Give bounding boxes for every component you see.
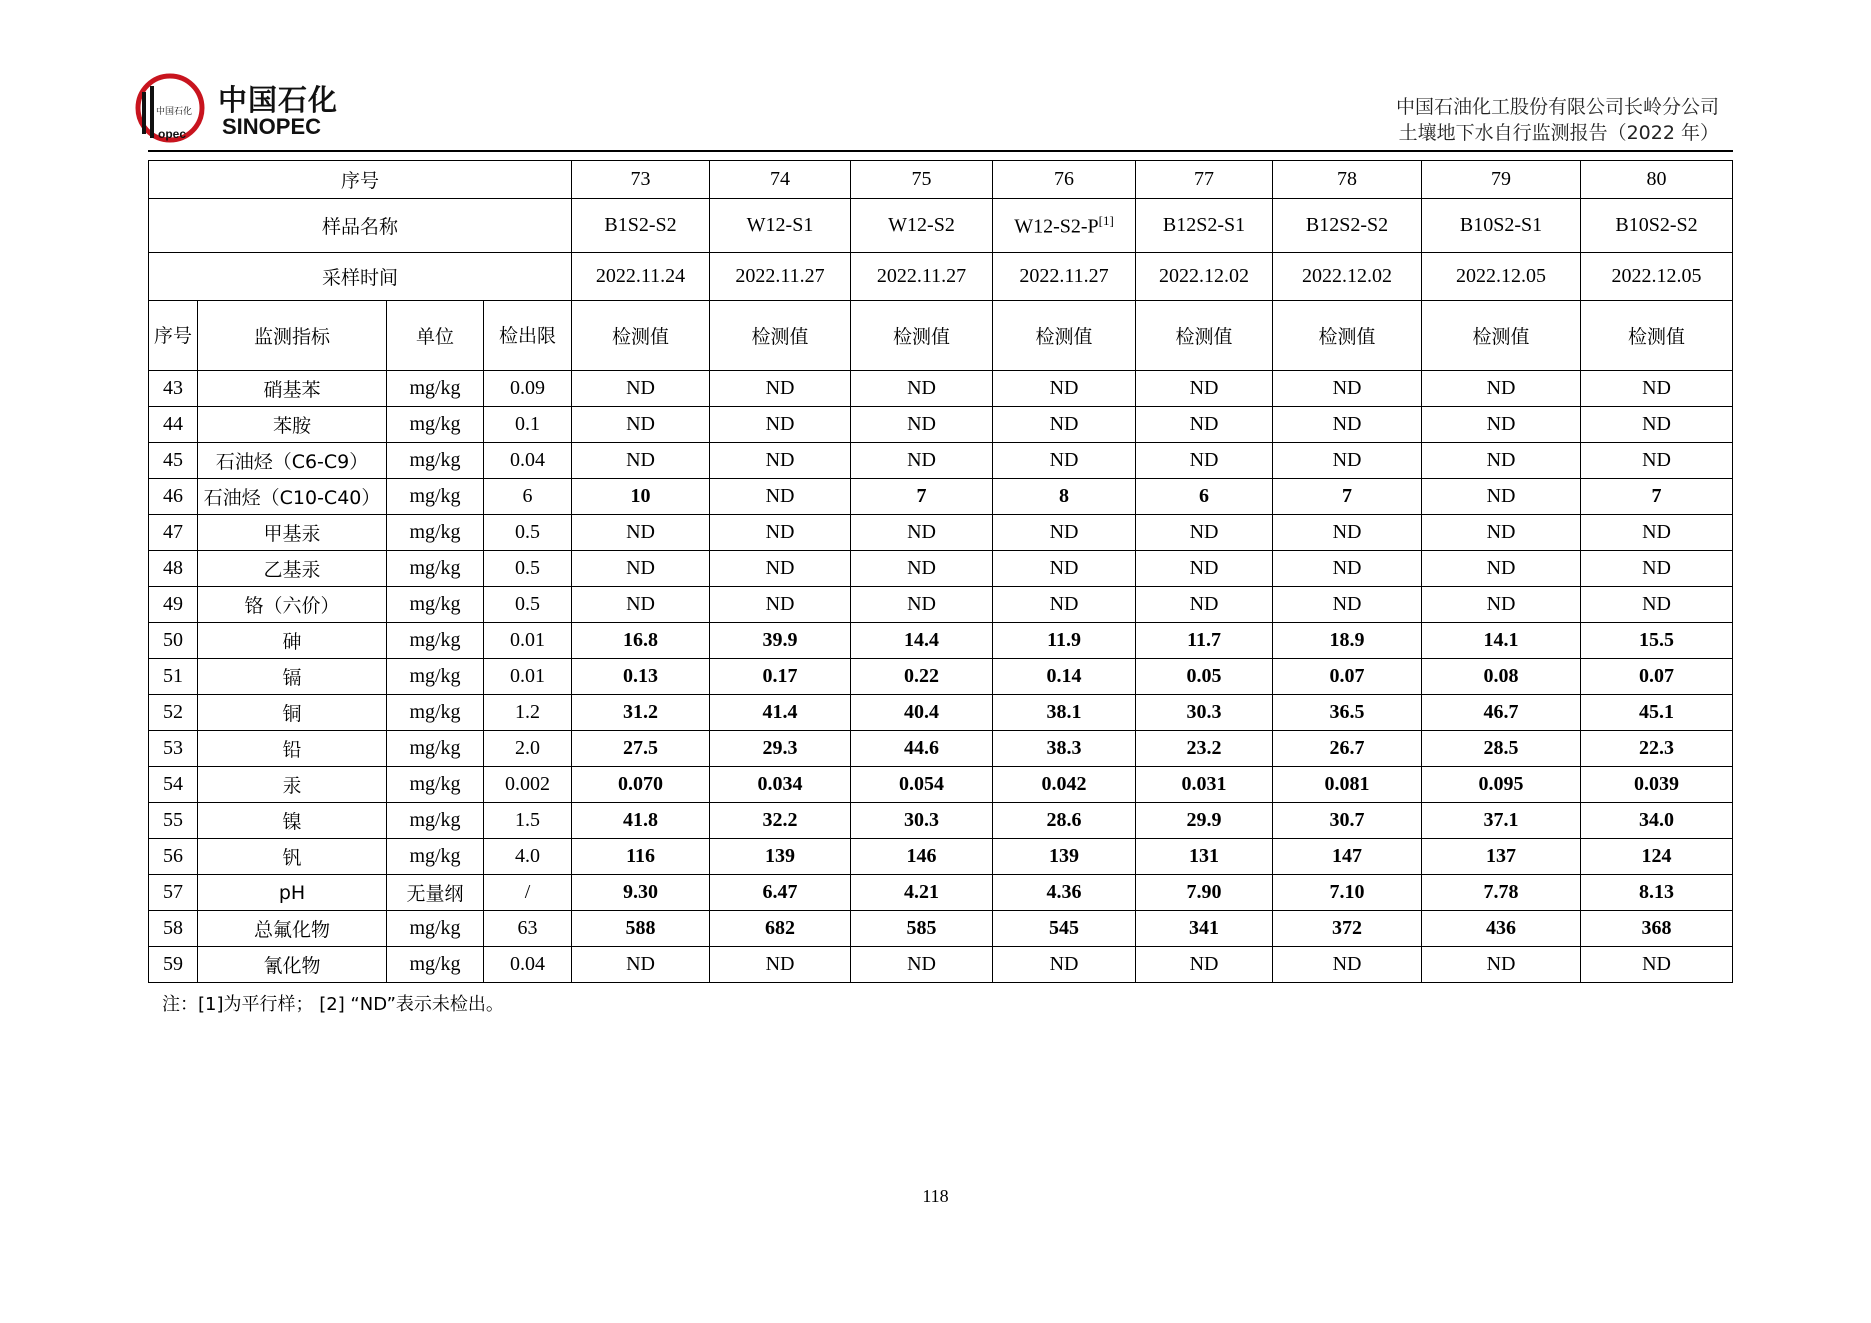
unit: mg/kg — [387, 803, 484, 839]
table-row — [149, 479, 1733, 515]
sample-no: 76 — [993, 161, 1136, 199]
measured-value: ND — [851, 551, 993, 587]
value-header: 检测值 — [851, 301, 993, 371]
measured-value: 436 — [1422, 911, 1581, 947]
value-header: 检测值 — [1273, 301, 1422, 371]
unit: 无量纲 — [387, 875, 484, 911]
measured-value: 8.13 — [1581, 875, 1733, 911]
measured-value: 7.90 — [1136, 875, 1273, 911]
measured-value: ND — [710, 443, 851, 479]
measured-value: ND — [1422, 515, 1581, 551]
indicator-name: 砷 — [198, 623, 387, 659]
sample-no: 75 — [851, 161, 993, 199]
row-no: 59 — [149, 947, 198, 983]
detection-limit: 0.1 — [484, 407, 572, 443]
measured-value: 14.1 — [1422, 623, 1581, 659]
measured-value: ND — [1136, 947, 1273, 983]
detection-limit: / — [484, 875, 572, 911]
measured-value: 46.7 — [1422, 695, 1581, 731]
indicator-name: 乙基汞 — [198, 551, 387, 587]
measured-value: ND — [1136, 371, 1273, 407]
measured-value: 0.095 — [1422, 767, 1581, 803]
sample-name — [710, 199, 851, 253]
sample-no: 79 — [1422, 161, 1581, 199]
measured-value: 341 — [1136, 911, 1273, 947]
measured-value: 30.3 — [1136, 695, 1273, 731]
measured-value: 38.1 — [993, 695, 1136, 731]
sampling-time-row — [149, 253, 1733, 301]
measured-value: 0.042 — [993, 767, 1136, 803]
detection-limit: 1.5 — [484, 803, 572, 839]
sampling-date: 2022.11.27 — [993, 253, 1136, 301]
table-row — [149, 731, 1733, 767]
detection-limit: 0.5 — [484, 587, 572, 623]
measured-value: 26.7 — [1273, 731, 1422, 767]
measured-value: ND — [1581, 407, 1733, 443]
column-header-row — [149, 301, 1733, 371]
measured-value: ND — [1581, 371, 1733, 407]
measured-value: 22.3 — [1581, 731, 1733, 767]
indicator-name: 镍 — [198, 803, 387, 839]
row-no: 50 — [149, 623, 198, 659]
measured-value: ND — [1422, 479, 1581, 515]
detection-limit: 0.002 — [484, 767, 572, 803]
detection-limit: 63 — [484, 911, 572, 947]
indicator-name: 甲基汞 — [198, 515, 387, 551]
measured-value: 0.08 — [1422, 659, 1581, 695]
sample-footnote-ref: [1] — [1098, 212, 1114, 228]
unit: mg/kg — [387, 623, 484, 659]
measured-value: 0.039 — [1581, 767, 1733, 803]
table-row — [149, 839, 1733, 875]
measured-value: ND — [710, 407, 851, 443]
company-name: 中国石油化工股份有限公司长岭分公司 — [1395, 96, 1719, 118]
detection-limit: 0.01 — [484, 659, 572, 695]
measured-value: 41.8 — [572, 803, 710, 839]
indicator-name: 钒 — [198, 839, 387, 875]
measured-value: 18.9 — [1273, 623, 1422, 659]
sampling-date: 2022.12.05 — [1581, 253, 1733, 301]
measured-value: 40.4 — [851, 695, 993, 731]
measured-value: ND — [710, 587, 851, 623]
measured-value: 34.0 — [1581, 803, 1733, 839]
measured-value: ND — [993, 947, 1136, 983]
measured-value: 31.2 — [572, 695, 710, 731]
measured-value: ND — [1422, 371, 1581, 407]
indicator-header: 监测指标 — [198, 301, 387, 371]
measured-value: 682 — [710, 911, 851, 947]
detection-limit: 0.04 — [484, 443, 572, 479]
sampling-date: 2022.11.24 — [572, 253, 710, 301]
measured-value: ND — [572, 443, 710, 479]
sample-no: 74 — [710, 161, 851, 199]
measured-value: 30.3 — [851, 803, 993, 839]
table-row — [149, 695, 1733, 731]
measured-value: ND — [1136, 443, 1273, 479]
measured-value: ND — [1581, 443, 1733, 479]
row-no: 46 — [149, 479, 198, 515]
measured-value: ND — [572, 371, 710, 407]
measured-value: ND — [1273, 371, 1422, 407]
measured-value: ND — [993, 587, 1136, 623]
row-no: 48 — [149, 551, 198, 587]
measured-value: ND — [572, 551, 710, 587]
measured-value: 545 — [993, 911, 1136, 947]
detection-limit: 0.01 — [484, 623, 572, 659]
measured-value: 147 — [1273, 839, 1422, 875]
table-row — [149, 767, 1733, 803]
measured-value: 124 — [1581, 839, 1733, 875]
row-no: 47 — [149, 515, 198, 551]
measured-value: 7.78 — [1422, 875, 1581, 911]
table-row — [149, 515, 1733, 551]
measured-value: ND — [851, 407, 993, 443]
measured-value: 116 — [572, 839, 710, 875]
logo-mark-text: 中国石化 — [156, 107, 193, 117]
measured-value: 0.22 — [851, 659, 993, 695]
page-number: 118 — [922, 1186, 949, 1206]
row-no: 57 — [149, 875, 198, 911]
measured-value: 44.6 — [851, 731, 993, 767]
sample-name-label: 样品名称 — [149, 199, 572, 253]
measured-value: ND — [1581, 587, 1733, 623]
measured-value: 0.070 — [572, 767, 710, 803]
sample-no: 73 — [572, 161, 710, 199]
row-no: 44 — [149, 407, 198, 443]
measured-value: 137 — [1422, 839, 1581, 875]
measured-value: 27.5 — [572, 731, 710, 767]
value-header: 检测值 — [572, 301, 710, 371]
unit: mg/kg — [387, 587, 484, 623]
table-row — [149, 911, 1733, 947]
measured-value: ND — [1422, 443, 1581, 479]
monitoring-data-table — [148, 160, 1733, 983]
row-no: 49 — [149, 587, 198, 623]
row-no: 56 — [149, 839, 198, 875]
sample-name — [572, 199, 710, 253]
unit: mg/kg — [387, 443, 484, 479]
detection-limit: 0.09 — [484, 371, 572, 407]
measured-value: 37.1 — [1422, 803, 1581, 839]
measured-value: 0.07 — [1273, 659, 1422, 695]
row-no: 58 — [149, 911, 198, 947]
measured-value: ND — [993, 515, 1136, 551]
measured-value: ND — [572, 587, 710, 623]
measured-value: ND — [993, 551, 1136, 587]
measured-value: 6.47 — [710, 875, 851, 911]
measured-value: 8 — [993, 479, 1136, 515]
indicator-name: 石油烃（C10-C40） — [198, 479, 387, 515]
indicator-name: 镉 — [198, 659, 387, 695]
sample-name — [1581, 199, 1733, 253]
header-divider — [148, 150, 1733, 152]
sinopec-logo — [134, 72, 354, 148]
measured-value: 7 — [1581, 479, 1733, 515]
sampling-date: 2022.12.02 — [1136, 253, 1273, 301]
measured-value: 29.9 — [1136, 803, 1273, 839]
measured-value: 36.5 — [1273, 695, 1422, 731]
sample-name-text: B1S2-S2 — [604, 214, 677, 236]
table-row — [149, 623, 1733, 659]
measured-value: ND — [1581, 551, 1733, 587]
measured-value: 39.9 — [710, 623, 851, 659]
measured-value: 14.4 — [851, 623, 993, 659]
measured-value: ND — [710, 515, 851, 551]
measured-value: ND — [1273, 587, 1422, 623]
table-row — [149, 587, 1733, 623]
unit: mg/kg — [387, 515, 484, 551]
measured-value: ND — [1136, 587, 1273, 623]
sample-name — [1136, 199, 1273, 253]
unit: mg/kg — [387, 407, 484, 443]
sinopec-logo-mark — [134, 72, 210, 148]
table-row — [149, 875, 1733, 911]
indicator-name: 总氟化物 — [198, 911, 387, 947]
sampling-date: 2022.12.02 — [1273, 253, 1422, 301]
measured-value: 41.4 — [710, 695, 851, 731]
measured-value: 23.2 — [1136, 731, 1273, 767]
measured-value: ND — [572, 515, 710, 551]
indicator-name: 氰化物 — [198, 947, 387, 983]
unit: mg/kg — [387, 767, 484, 803]
detection-limit: 1.2 — [484, 695, 572, 731]
report-title: 土壤地下水自行监测报告（2022 年） — [1398, 122, 1719, 144]
measured-value: 45.1 — [1581, 695, 1733, 731]
unit: mg/kg — [387, 911, 484, 947]
measured-value: 7.10 — [1273, 875, 1422, 911]
measured-value: ND — [851, 947, 993, 983]
measured-value: 9.30 — [572, 875, 710, 911]
unit: mg/kg — [387, 371, 484, 407]
measured-value: ND — [710, 371, 851, 407]
measured-value: 588 — [572, 911, 710, 947]
unit: mg/kg — [387, 659, 484, 695]
measured-value: 7 — [1273, 479, 1422, 515]
measured-value: 28.5 — [1422, 731, 1581, 767]
measured-value: ND — [1273, 443, 1422, 479]
measured-value: ND — [710, 947, 851, 983]
table-note: 注：[1]为平行样； [2] “ND”表示未检出。 — [162, 994, 504, 1015]
table-row — [149, 551, 1733, 587]
sample-name-row — [149, 199, 1733, 253]
measured-value: ND — [1273, 515, 1422, 551]
serial-row — [149, 161, 1733, 199]
sample-name-text: W12-S2-P — [1014, 215, 1099, 238]
table-row — [149, 659, 1733, 695]
table-row — [149, 443, 1733, 479]
measured-value: 32.2 — [710, 803, 851, 839]
unit-header: 单位 — [387, 301, 484, 371]
value-header: 检测值 — [1581, 301, 1733, 371]
measured-value: ND — [1581, 515, 1733, 551]
measured-value: 0.031 — [1136, 767, 1273, 803]
sample-name-text: W12-S2 — [888, 214, 955, 236]
table-row — [149, 947, 1733, 983]
measured-value: 0.13 — [572, 659, 710, 695]
unit: mg/kg — [387, 551, 484, 587]
row-no: 52 — [149, 695, 198, 731]
sample-name-text: B10S2-S2 — [1615, 214, 1698, 236]
measured-value: ND — [1422, 551, 1581, 587]
measured-value: ND — [851, 587, 993, 623]
sample-no: 80 — [1581, 161, 1733, 199]
table-row — [149, 803, 1733, 839]
indicator-name: 石油烃（C6-C9） — [198, 443, 387, 479]
measured-value: 0.07 — [1581, 659, 1733, 695]
detection-limit: 4.0 — [484, 839, 572, 875]
measured-value: ND — [1422, 587, 1581, 623]
measured-value: 139 — [993, 839, 1136, 875]
measured-value: 368 — [1581, 911, 1733, 947]
measured-value: 139 — [710, 839, 851, 875]
indicator-name: 铜 — [198, 695, 387, 731]
sampling-date: 2022.12.05 — [1422, 253, 1581, 301]
measured-value: ND — [1273, 551, 1422, 587]
value-header: 检测值 — [1136, 301, 1273, 371]
measured-value: ND — [572, 947, 710, 983]
measured-value: 4.21 — [851, 875, 993, 911]
measured-value: ND — [1136, 515, 1273, 551]
measured-value: 11.7 — [1136, 623, 1273, 659]
sample-no: 78 — [1273, 161, 1422, 199]
sample-name — [851, 199, 993, 253]
row-no-header: 序号 — [149, 301, 198, 371]
measured-value: ND — [1581, 947, 1733, 983]
measured-value: 16.8 — [572, 623, 710, 659]
row-no: 43 — [149, 371, 198, 407]
measured-value: ND — [1273, 407, 1422, 443]
document-header — [1396, 94, 1719, 146]
table-row — [149, 407, 1733, 443]
unit: mg/kg — [387, 695, 484, 731]
measured-value: 372 — [1273, 911, 1422, 947]
measured-value: ND — [572, 407, 710, 443]
measured-value: 146 — [851, 839, 993, 875]
measured-value: 15.5 — [1581, 623, 1733, 659]
measured-value: 6 — [1136, 479, 1273, 515]
measured-value: 0.14 — [993, 659, 1136, 695]
sampling-time-label: 采样时间 — [149, 253, 572, 301]
measured-value: ND — [993, 371, 1136, 407]
sample-name — [1422, 199, 1581, 253]
sample-name-text: B12S2-S2 — [1305, 214, 1389, 236]
serial-label: 序号 — [149, 161, 572, 199]
row-no: 55 — [149, 803, 198, 839]
indicator-name: pH — [198, 875, 387, 911]
measured-value: ND — [993, 407, 1136, 443]
measured-value: ND — [710, 479, 851, 515]
sample-name-text: W12-S1 — [746, 214, 814, 236]
indicator-name: 汞 — [198, 767, 387, 803]
sampling-date: 2022.11.27 — [851, 253, 993, 301]
measured-value: ND — [851, 515, 993, 551]
measured-value: 0.034 — [710, 767, 851, 803]
indicator-name: 铬（六价） — [198, 587, 387, 623]
limit-header: 检出限 — [484, 301, 572, 371]
sample-name — [993, 199, 1136, 253]
table-row — [149, 371, 1733, 407]
sampling-date: 2022.11.27 — [710, 253, 851, 301]
row-no: 54 — [149, 767, 198, 803]
sample-name — [1273, 199, 1422, 253]
svg-text:opec: opec — [158, 127, 187, 141]
measured-value: ND — [1422, 407, 1581, 443]
measured-value: 0.17 — [710, 659, 851, 695]
unit: mg/kg — [387, 947, 484, 983]
unit: mg/kg — [387, 731, 484, 767]
logo-chinese-name: 中国石化 — [218, 83, 339, 117]
value-header: 检测值 — [1422, 301, 1581, 371]
detection-limit: 0.5 — [484, 551, 572, 587]
measured-value: 0.081 — [1273, 767, 1422, 803]
row-no: 53 — [149, 731, 198, 767]
row-no: 51 — [149, 659, 198, 695]
measured-value: ND — [1422, 947, 1581, 983]
measured-value: ND — [993, 443, 1136, 479]
detection-limit: 2.0 — [484, 731, 572, 767]
sample-name-text: B12S2-S1 — [1162, 214, 1246, 236]
measured-value: ND — [1273, 947, 1422, 983]
measured-value: 4.36 — [993, 875, 1136, 911]
measured-value: ND — [710, 551, 851, 587]
measured-value: 29.3 — [710, 731, 851, 767]
logo-english-name: SINOPEC — [222, 114, 322, 139]
measured-value: ND — [1136, 407, 1273, 443]
value-header: 检测值 — [710, 301, 851, 371]
measured-value: 0.054 — [851, 767, 993, 803]
sample-no: 77 — [1136, 161, 1273, 199]
unit: mg/kg — [387, 839, 484, 875]
measured-value: 38.3 — [993, 731, 1136, 767]
indicator-name: 铅 — [198, 731, 387, 767]
value-header: 检测值 — [993, 301, 1136, 371]
detection-limit: 6 — [484, 479, 572, 515]
measured-value: 7 — [851, 479, 993, 515]
sample-name-text: B10S2-S1 — [1459, 214, 1543, 236]
measured-value: 28.6 — [993, 803, 1136, 839]
unit: mg/kg — [387, 479, 484, 515]
measured-value: ND — [851, 443, 993, 479]
measured-value: 30.7 — [1273, 803, 1422, 839]
row-no: 45 — [149, 443, 198, 479]
measured-value: 585 — [851, 911, 993, 947]
measured-value: ND — [1136, 551, 1273, 587]
measured-value: ND — [851, 371, 993, 407]
measured-value: 11.9 — [993, 623, 1136, 659]
measured-value: 131 — [1136, 839, 1273, 875]
indicator-name: 苯胺 — [198, 407, 387, 443]
measured-value: 10 — [572, 479, 710, 515]
detection-limit: 0.04 — [484, 947, 572, 983]
measured-value: 0.05 — [1136, 659, 1273, 695]
indicator-name: 硝基苯 — [198, 371, 387, 407]
detection-limit: 0.5 — [484, 515, 572, 551]
